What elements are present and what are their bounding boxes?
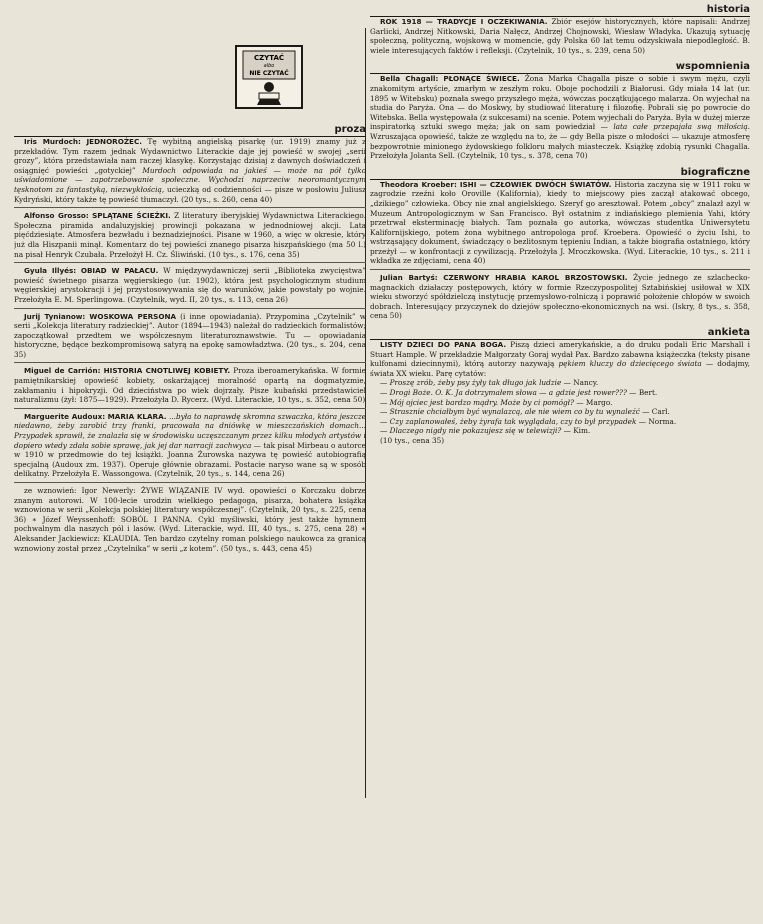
- entry-text: Zbiór esejów historycznych, które napisali: Andrzej Garlicki, Andrzej Nitkowski, Daria Nałęcz, Andrzej Chojnowski, Wiesław Władyka. Ukazują sytuację społeczną, polityczną, wojskową w momencie, gdy Polska 60 lat temu odzyskiwała niepodległość. B. wiele interesujących faktów i refleksji. (Czytelnik, 10 tys., s. 239, cena 50): [370, 17, 750, 55]
- child-quote: [370, 388, 750, 398]
- entry-author: Iris Murdoch:: [24, 137, 81, 146]
- entry-text: — tak pisał Mirbeau o autorce w 1910 w przedmowie do tej książki. Joanna Żurowska nazywa tę powieść autobiografią specjalną (Audoux zm. 1937). Operuje głównie obrazami. Postacie naryso wane są w sposób delikatny. Przełożyła E. Wassongowa. (Czytelnik, 20 tys., s. 144, cena 26): [14, 440, 366, 479]
- logo-line-1: CZYTAĆ: [253, 54, 285, 62]
- book-entry: [14, 266, 366, 304]
- book-entry: [370, 17, 750, 55]
- quote-text: — Drogi Boże. O. K. Ja dotrzymałem słowa — a gdzie jest rower??? —: [380, 388, 637, 397]
- quote-author: Bert.: [638, 388, 658, 397]
- child-quote: [370, 426, 750, 436]
- child-quote: [370, 378, 750, 388]
- entry-title: ISHI — CZŁOWIEK DWÓCH ŚWIATÓW.: [459, 179, 612, 189]
- entry-separator: [14, 207, 366, 208]
- right-column: [370, 0, 750, 802]
- quote-author: Nancy.: [573, 378, 599, 388]
- quotes-list: [370, 378, 750, 436]
- section-header-proza: proza: [14, 124, 366, 137]
- quote-text: — Dlaczego nigdy nie pokazujesz się w telewizji? —: [380, 426, 571, 436]
- entry-author: Julian Bartyś:: [380, 273, 438, 283]
- quote-author: Carl.: [651, 407, 670, 417]
- book-entry: [14, 366, 366, 404]
- entry-title: JEDNOROŻEC.: [86, 137, 142, 146]
- entry-author: Theodora Kroeber:: [380, 179, 457, 189]
- entry-title: LISTY DZIECI DO PANA BOGA.: [380, 340, 507, 350]
- entry-separator: [14, 308, 366, 309]
- entry-text: Igor Newerly: ŻYWE WIĄZANIE IV wyd. opowieści o Korczaku dobrze znanym autorowi. W 100-lecie urodzin wielkiego pedagoga, pisarza, bohatera książka wznowiona w serii „Kolekcja polskiej literatury współczesnej”. (Czytelnik, 20 tys., s. 225, cena 36) ∗ Józef Weyssenhoff: SOBÓL I PANNA. Cykl myśliwski, który jest także hymnem pochwalnym dla naszych pól i lasów. (Wyd. Literackie, wyd. III, 40 tys., s. 275, cena 28) ∗ Aleksander Jackiewicz: KLAUDIA. Ten bardzo czytelny roman polskiego naukowca za granicą wznowiony został przez „Czytelnika” w serii „z kotem”. (50 tys., s. 443, cena 45): [14, 486, 366, 553]
- entry-title: WOSKOWA PERSONA: [89, 311, 177, 321]
- book-entry: [14, 137, 366, 204]
- entry-text: W międzywydawniczej serii „Biblioteka zwycięstwa” powieść świetnego pisarza węgierskiego (ur. 1902), która jest psychologicznym studium węgierskiej arystokracji i jej przystosowywania się do warunków, jakie powstały po wojnie. Przełożyła E. M. Sperlingowa. (Czytelnik, wyd. II, 20 tys., s. 113, cena 26): [14, 266, 366, 304]
- logo-line-3: NIE CZYTAĆ: [249, 70, 289, 77]
- entry-text: Żona Marka Chagalla pisze o sobie i swym mężu, czyli znakomitym artyście, zmarłym w zeszłym roku. Oboje pochodzili z Białorusi. Gdy miała 14 lat (ur. 1895 w Witebsku) poznała swego przyszłego męża, wówczas początkującego malarza. On wyjechał na studia do Paryża. Ona — do Moskwy, by studiować literaturę i filozofię. Pobrali się po powrocie do Witebska. Bella występowała (z sukcesami) na scenie. Potem wyjechali do Paryża. Była w dużej mierze inspiratorką sztuki swego męża; jak on sam powiedział —: [370, 74, 750, 132]
- quote-author: Kim.: [573, 426, 591, 436]
- quote-text: — Strasznie chciałbym być wynalazcą, ale nie wiem co by tu wynaleźć —: [380, 407, 650, 417]
- entry-quote: Murdoch odpowiada na jakieś — może na pół tylko uświadomione — zapotrzebowanie społeczne. Wychodzi naprzeciw neoromantycznym tęsknotom za fantastyką, niezwykłością,: [14, 165, 366, 194]
- entry-author: Bella Chagall:: [380, 74, 439, 84]
- book-entry: [370, 273, 750, 321]
- book-entry: [370, 180, 750, 266]
- section-header-3: ankieta: [370, 327, 750, 340]
- entry-text: Proza iberoamerykańska. W formie pamiętnikarskiej opowieść kobiety, oskarżającej moralność opartą na dogmatyzmie, zakłamaniu i hipokryzji. Od dzieciństwa po wiek dojrzały. Pisze kubański przedstawiciel naturalizmu (żył: 1875—1929). Przełożyła D. Rycerz. (Wyd. Literackie, 10 tys., s. 352, cena 50): [14, 366, 366, 405]
- entry-text: Historia zaczyna się w 1911 roku w zagrodzie rzeźni koło Oroville (Kalifornia), kiedy to miejscowy pies zaczął atakować obcego, „dzikiego” człowieka. Obcy nie znał angielskiego. Szeryf go aresztował. Potem „obcy” znalazł azyl w Muzeum Antropologicznym w San Francisco. Był ostatnim z indiańskiego plemienia Yahi, który przetrwał eksterminację białych. Tam poznała go autorka, wówczas studentka Uniwersytetu Kalifornijskiego, potem żona wybitnego antropologa prof. Kroebera. Opowieść o życiu Ishi, to wstrząsający dokument, świadczący o bezlitosnym tępieniu Indian, a także biografia ostatniego, który przeżył — w konfrontacji z cywilizacją. Przełożyła J. Mroczkowska. (Wyd. Literackie, 10 tys., s. 211 i wkładka ze zdjęciami, cena 40): [370, 179, 750, 266]
- entry-author: Marguerite Audoux:: [24, 411, 106, 421]
- child-quote: [370, 407, 750, 417]
- entry-text: Wzruszająca opowieść, także ze względu na to, że — gdy Bella pisze o młodości — ukazuje atmosferę bezpowrotnie minionego żydowskiego folkloru małych miasteczek. Książkę zdobią rysunki Chagalla. Przełożyła Jolanta Sell. (Czytelnik, 10 tys., s. 378, cena 70): [370, 131, 750, 161]
- entry-text: — dodajmy, świata XX wieku. Parę cytatów:: [370, 359, 750, 378]
- entry-author: Jurij Tynianow:: [24, 311, 86, 321]
- entry-author: Gyula Illyés:: [24, 266, 77, 276]
- entry-text: Z literatury iberyjskiej Wydawnictwa Literackiego. Społeczna piramida andaluzyjskiej prowincji pokazana w jednodniowej akcji. Lata pięćdziesiąte. Atmosfera bezwładu i beznadziejności. Pisane w 1960, a więc w okresie, który już dla Hiszpanii minął. Komentarz do tej powieści znanego pisarza hiszpańskiego (ma 50 l.) na pisał Henryk Czubała. Przełożył H. Cz. Śliwiński. (10 tys., s. 176, cena 35): [14, 211, 366, 259]
- entry-title: HISTORIA CNOTLIWEJ KOBIETY.: [103, 366, 231, 376]
- book-entry: [370, 340, 750, 378]
- book-entry: [14, 412, 366, 479]
- entry-quote: lata całe przepajała swą miłością.: [613, 122, 750, 132]
- logo-line-2: albo: [263, 63, 275, 69]
- left-entries: [14, 137, 366, 553]
- book-entry: [14, 312, 366, 360]
- left-column: [14, 0, 366, 924]
- entry-text: (i inne opowiadania). Przypomina „Czytelnik” w serii „Kolekcja literatury radzieckiej”. Autor (1894—1943) należał do radzieckich formalistów; zapoczątkował przedtem we współczesnym literaturoznawstwie. Tu — opowiadania historyczne, będące bezkompromisową satyrą na epokę samowładztwa. (20 tys., s. 204, cena 35): [14, 311, 366, 359]
- child-quote: [370, 398, 750, 408]
- entry-separator: [14, 362, 366, 363]
- entry-separator: [14, 262, 366, 263]
- entry-author: Miguel de Carrión:: [24, 366, 101, 376]
- book-entry: [14, 211, 366, 259]
- entry-separator: [370, 269, 750, 270]
- entry-text: Tę wybitną angielską pisarkę (ur. 1919) znamy już z przekładów. Tym razem jednak Wydawnictwo Literackie daje jej powieść w swojej „serii grozy”, która przedstawiała nam raczej klasykę. Korzystając dzisiaj z dawnych doświadczeń i osiągnięć powieści „gotyckiej”: [14, 137, 366, 175]
- entry-text: ucieczką od codzienności — pisze w posłowiu Juliusz Kydryński, który także tę powieść tłumaczył. (20 tys., s. 260, cena 40): [14, 184, 366, 204]
- entry-title: PŁONĄCE ŚWIECE.: [443, 74, 520, 84]
- section-header-1: wspomnienia: [370, 61, 750, 74]
- entry-title: CZERWONY HRABIA KAROL BRZOSTOWSKI.: [443, 273, 628, 283]
- quote-text: — Proszę zrób, żeby psy żyły tak długo jak ludzie —: [380, 378, 571, 388]
- entry-separator: [14, 408, 366, 409]
- quote-author: Margo.: [585, 397, 613, 407]
- quote-author: Norma.: [648, 416, 677, 426]
- entry-separator: [14, 482, 366, 483]
- right-blocks: [370, 4, 750, 378]
- entry-author: Alfonso Grosso:: [24, 211, 89, 221]
- section-header-0: historia: [370, 4, 750, 17]
- section-header-2: biograficzne: [370, 167, 750, 180]
- book-entry: [370, 74, 750, 160]
- entry-title: ROK 1918 — TRADYCJE I OCZEKIWANIA.: [380, 17, 548, 26]
- child-quote: [370, 417, 750, 427]
- book-entry: [14, 486, 366, 553]
- entry-text: Piszą dzieci amerykańskie, a do druku podali Eric Marshall i Stuart Hample. W przekładzie Małgorzaty Goraj wydał Pax. Bardzo zabawna książeczka (teksty pisane kulfonami dziecinnymi), którą autorzy nazywają: [370, 340, 750, 369]
- entry-title: SPLĄTANE ŚCIEŻKI.: [92, 211, 171, 221]
- entry-title: MARIA KLARA.: [107, 411, 167, 421]
- entry-quote: pękiem kluczy do dziecięcego świata: [558, 359, 702, 369]
- quote-text: — Czy zaplanowałeś, żeby żyrafa tak wyglądała, czy to był przypadek —: [380, 416, 647, 426]
- entry-text: ze wznowień:: [24, 486, 82, 495]
- entry-text: Życie jednego ze szlachecko-magnackich działaczy postępowych, który w formie Rzeczypospolitej Sztabińskiej usiłował w XIX wieku stworzyć spółdzielczą instytucję przemysłowo-rolniczą i poprawić położenie chłopów w swoich dobrach. Interesujący przyczynek do dziejów społeczno-ekonomicznych na wsi. (Iskry, 8 tys., s. 358, cena 50): [370, 273, 750, 321]
- entry-title: OBIAD W PAŁACU.: [80, 266, 159, 276]
- quote-text: — Mój ojciec jest bardzo mądry. Może by ci pomógł? —: [380, 397, 584, 407]
- entry-quote: ...była to naprawdę skromna szwaczka, która jeszcze niedawno, żeby zarobić trzy franki, pracowała na dniówkę w mieszczańskich domach... Przypadek sprawił, że znalazła się w środowisku uczęszczanym przez kilku młodych artystów i dopiero wtedy zdała sobie sprawę, jak jej dar narracji zachwyca: [14, 411, 366, 450]
- closing-info: (10 tys., cena 35): [380, 435, 445, 445]
